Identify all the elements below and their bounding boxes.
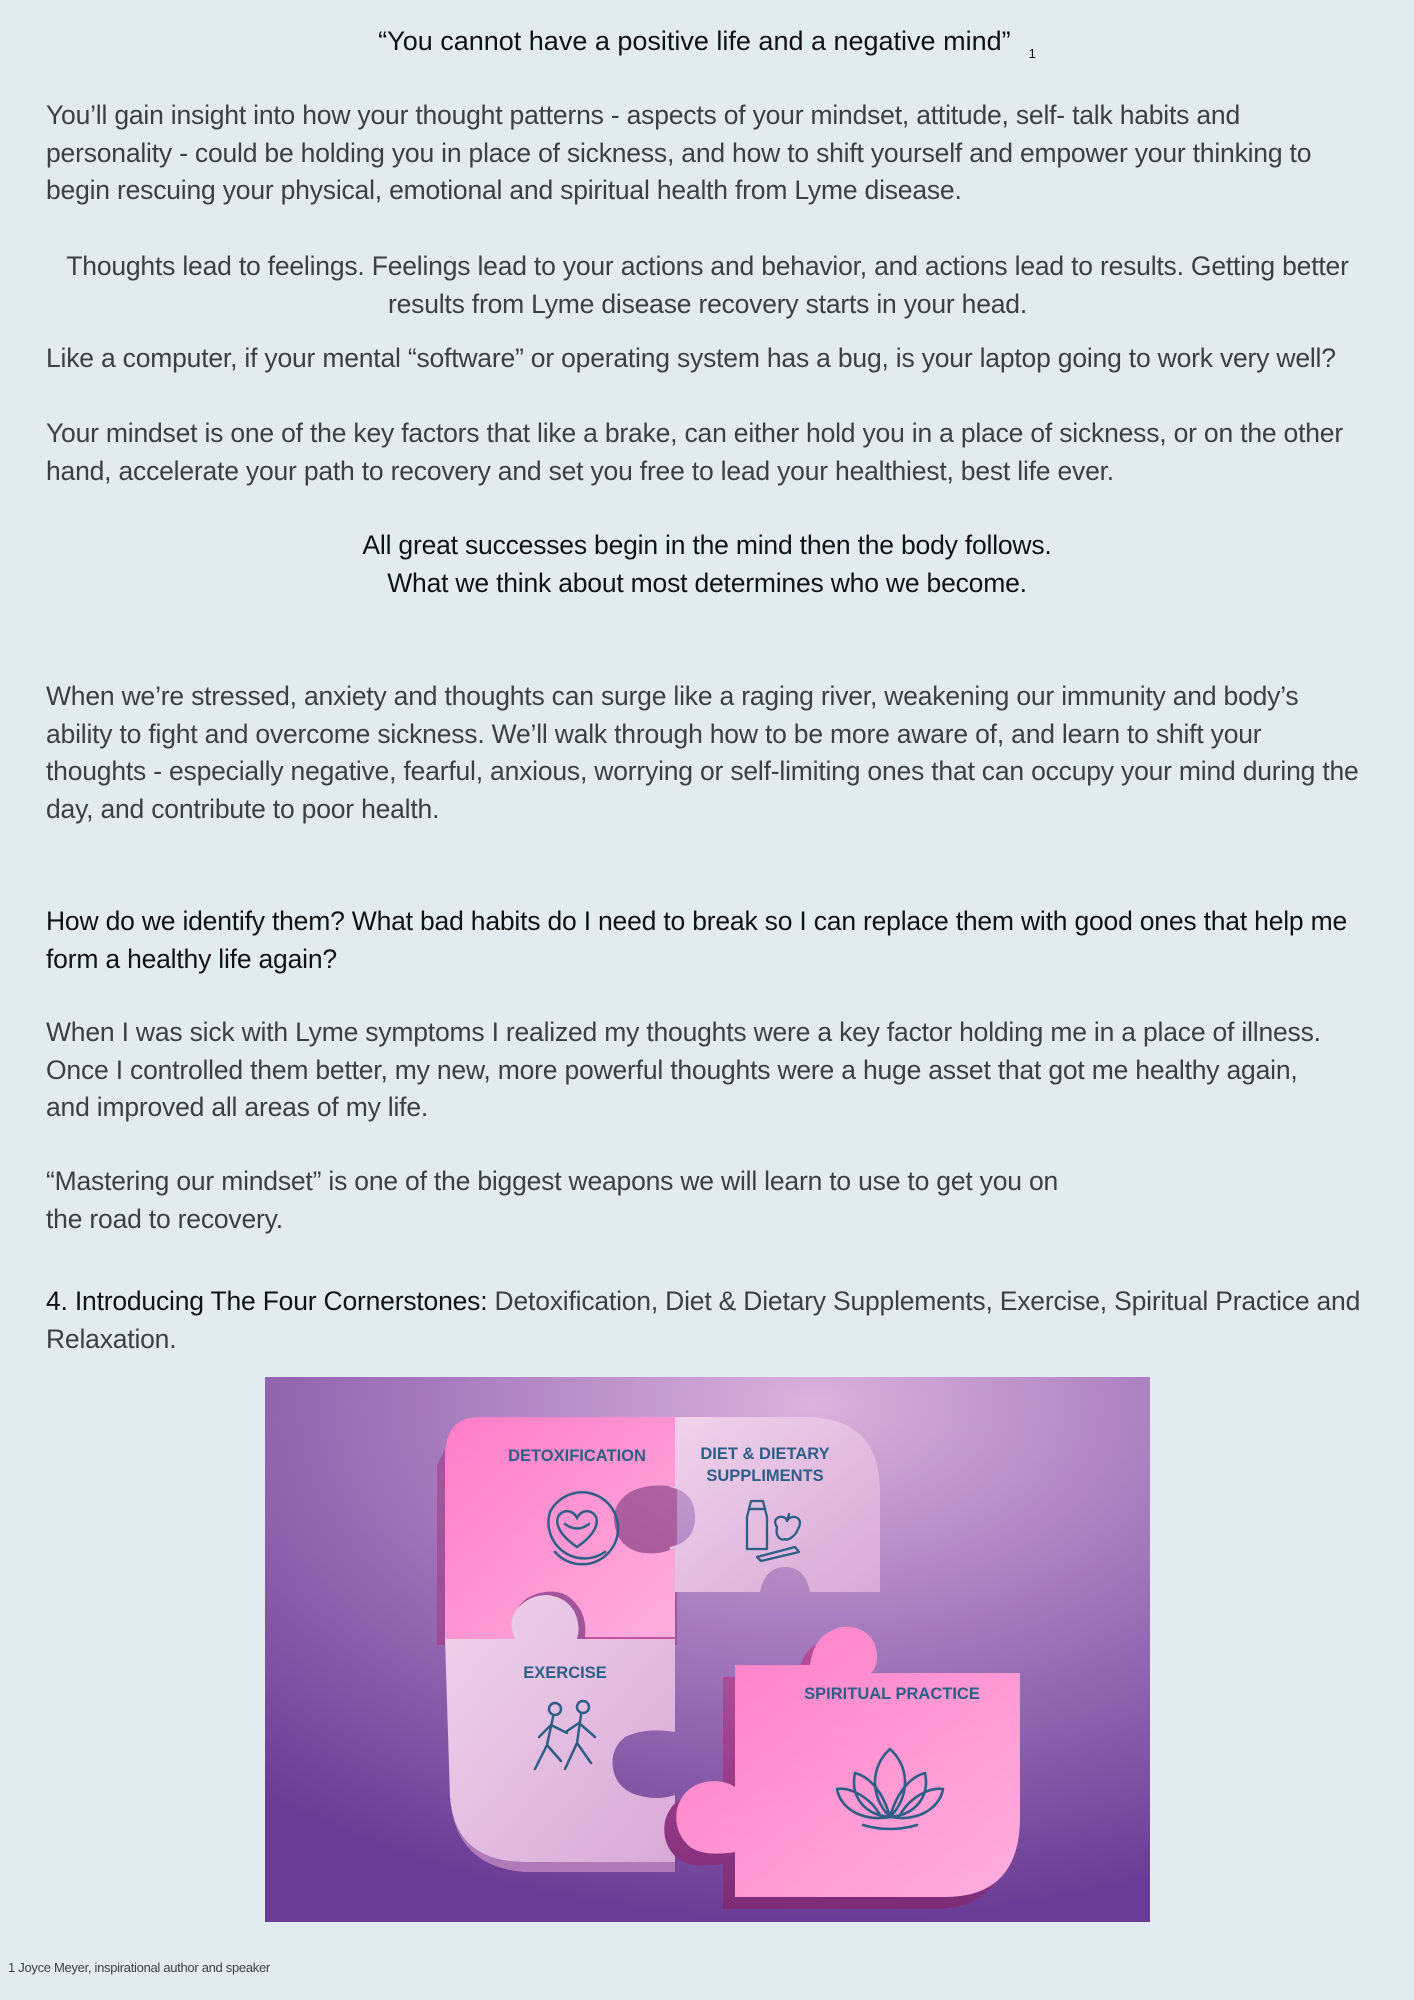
success-line-1: All great successes begin in the mind then the body follows.: [362, 530, 1052, 560]
paragraph-computer: Like a computer, if your mental “software” or operating system has a bug, is your laptop going to work very well?: [46, 343, 1336, 373]
label-exercise: EXERCISE: [523, 1664, 607, 1682]
paragraph-stress: When we’re stressed, anxiety and thoughts can surge like a raging river, weakening our immunity and body’s ability to fight and overcome sickness. We’ll walk through how to be more aware of, and learn to shift your thoughts - especially negative, fearful, anxious, worrying or self-limiting ones that can occupy your mind during the day, and contribute to poor health.: [46, 681, 1359, 824]
cornerstones-list: Detoxification, Diet & Dietary Supplements, Exercise, Spiritual Practice and Relaxation.: [46, 1286, 1361, 1354]
paragraph-mindset-brake: Your mindset is one of the key factors that like a brake, can either hold you in a place of sickness, or on the other hand, accelerate your path to recovery and set you free to lead your healthiest, best life ever.: [46, 418, 1343, 486]
cornerstones-heading: 4. Introducing The Four Cornerstones:: [46, 1286, 488, 1316]
label-diet-line-2: SUPPLIMENTS: [706, 1467, 824, 1485]
paragraph-four-cornerstones: [46, 1283, 1366, 1358]
four-cornerstones-puzzle-image: [265, 1377, 1150, 1922]
footnote-marker: 1: [1028, 46, 1036, 61]
paragraph-mastering-mindset: “Mastering our mindset” is one of the biggest weapons we will learn to use to get you on the road to recovery.: [46, 1166, 1059, 1234]
paragraph-insight: You’ll gain insight into how your thought patterns - aspects of your mindset, attitude, self- talk habits and personality - could be holding you in place of sickness, and how to shift yourself and empower your thinking to begin rescuing your physical, emotional and spiritual health from Lyme disease.: [46, 100, 1312, 205]
label-detoxification: DETOXIFICATION: [508, 1447, 646, 1465]
label-diet-line-1: DIET & DIETARY: [700, 1445, 830, 1463]
footnote: 1 Joyce Meyer, inspirational author and speaker: [8, 1960, 270, 1975]
quote-text: “You cannot have a positive life and a negative mind”: [378, 26, 1011, 56]
paragraph-personal-story: When I was sick with Lyme symptoms I realized my thoughts were a key factor holding me in a place of illness. Once I controlled them better, my new, more powerful thoughts were a huge asset that got me healthy again, and improved all areas of my life.: [46, 1017, 1321, 1122]
paragraph-identify-habits: How do we identify them? What bad habits do I need to break so I can replace them with good ones that help me form a healthy life again?: [46, 906, 1348, 974]
success-statement: [0, 527, 1414, 602]
success-line-2: What we think about most determines who we become.: [387, 567, 1027, 598]
label-spiritual-practice: SPIRITUAL PRACTICE: [804, 1685, 980, 1703]
opening-quote: [0, 22, 1414, 73]
paragraph-thoughts-feelings: Thoughts lead to feelings. Feelings lead to your actions and behavior, and actions lead to results. Getting better results from Lyme disease recovery starts in your head.: [66, 251, 1349, 319]
